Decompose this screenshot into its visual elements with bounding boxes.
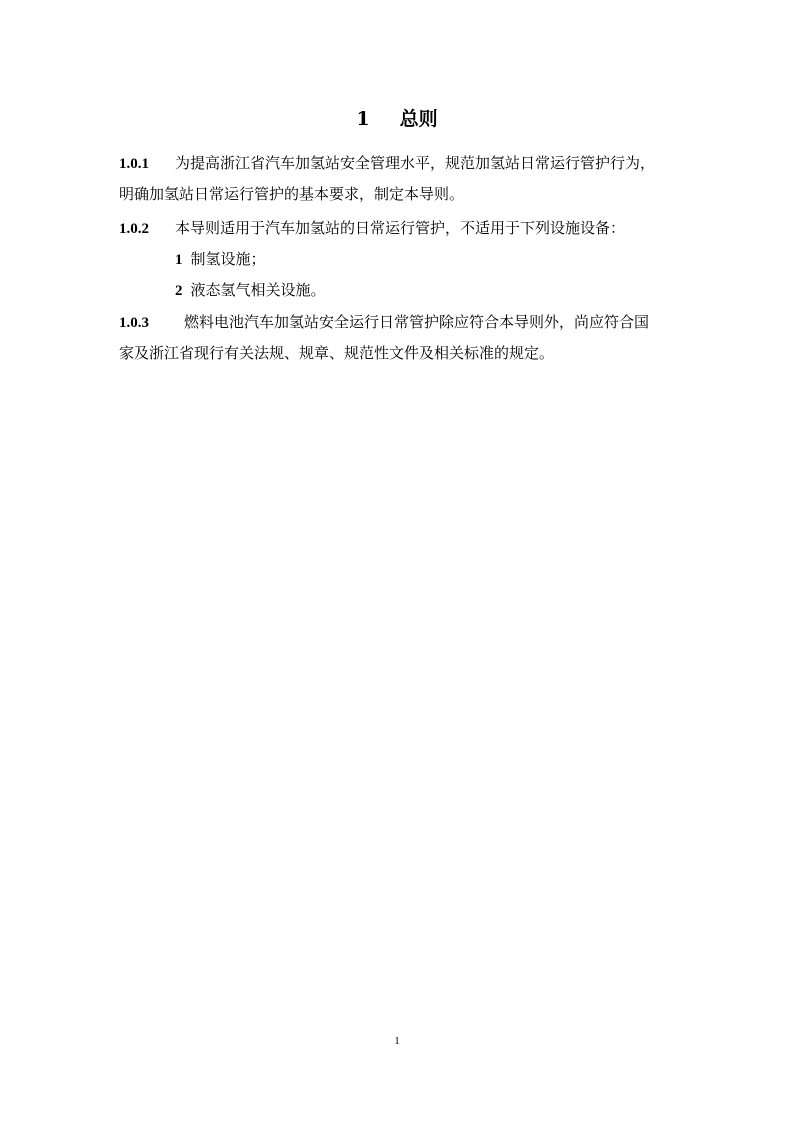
- clause-text: 燃料电池汽车加氢站安全运行日常管护除应符合本导则外，尚应符合国: [184, 313, 650, 331]
- item-text: 液态氢气相关设施。: [190, 281, 326, 299]
- item-text: 制氢设施；: [190, 250, 266, 268]
- clause-number: 1.0.2: [119, 221, 149, 237]
- page-number: 1: [394, 1035, 400, 1047]
- clause-1-0-3-line-2: [119, 342, 554, 363]
- clause-text: 本导则适用于汽车加氢站的日常运行管护，不适用于下列设施设备：: [175, 219, 626, 237]
- chapter-heading: [0, 104, 794, 131]
- clause-1-0-1-line-1: [119, 152, 655, 173]
- clause-number: 1.0.3: [119, 315, 149, 331]
- clause-text: 家及浙江省现行有关法规、规章、规范性文件及相关标准的规定。: [119, 344, 555, 362]
- clause-number: 1.0.1: [119, 156, 149, 172]
- list-item: [175, 248, 266, 269]
- item-number: 1: [175, 252, 183, 268]
- clause-1-0-3-line-1: [119, 311, 649, 332]
- chapter-number: 1: [356, 108, 370, 130]
- list-item: [175, 279, 326, 300]
- clause-1-0-1-line-2: [119, 183, 464, 204]
- clause-1-0-2-line-1: [119, 217, 625, 238]
- item-number: 2: [175, 283, 183, 299]
- clause-text: 明确加氢站日常运行管护的基本要求，制定本导则。: [119, 185, 465, 203]
- clause-text: 为提高浙江省汽车加氢站安全管理水平，规范加氢站日常运行管护行为，: [175, 154, 656, 172]
- chapter-title: 总则: [399, 108, 438, 130]
